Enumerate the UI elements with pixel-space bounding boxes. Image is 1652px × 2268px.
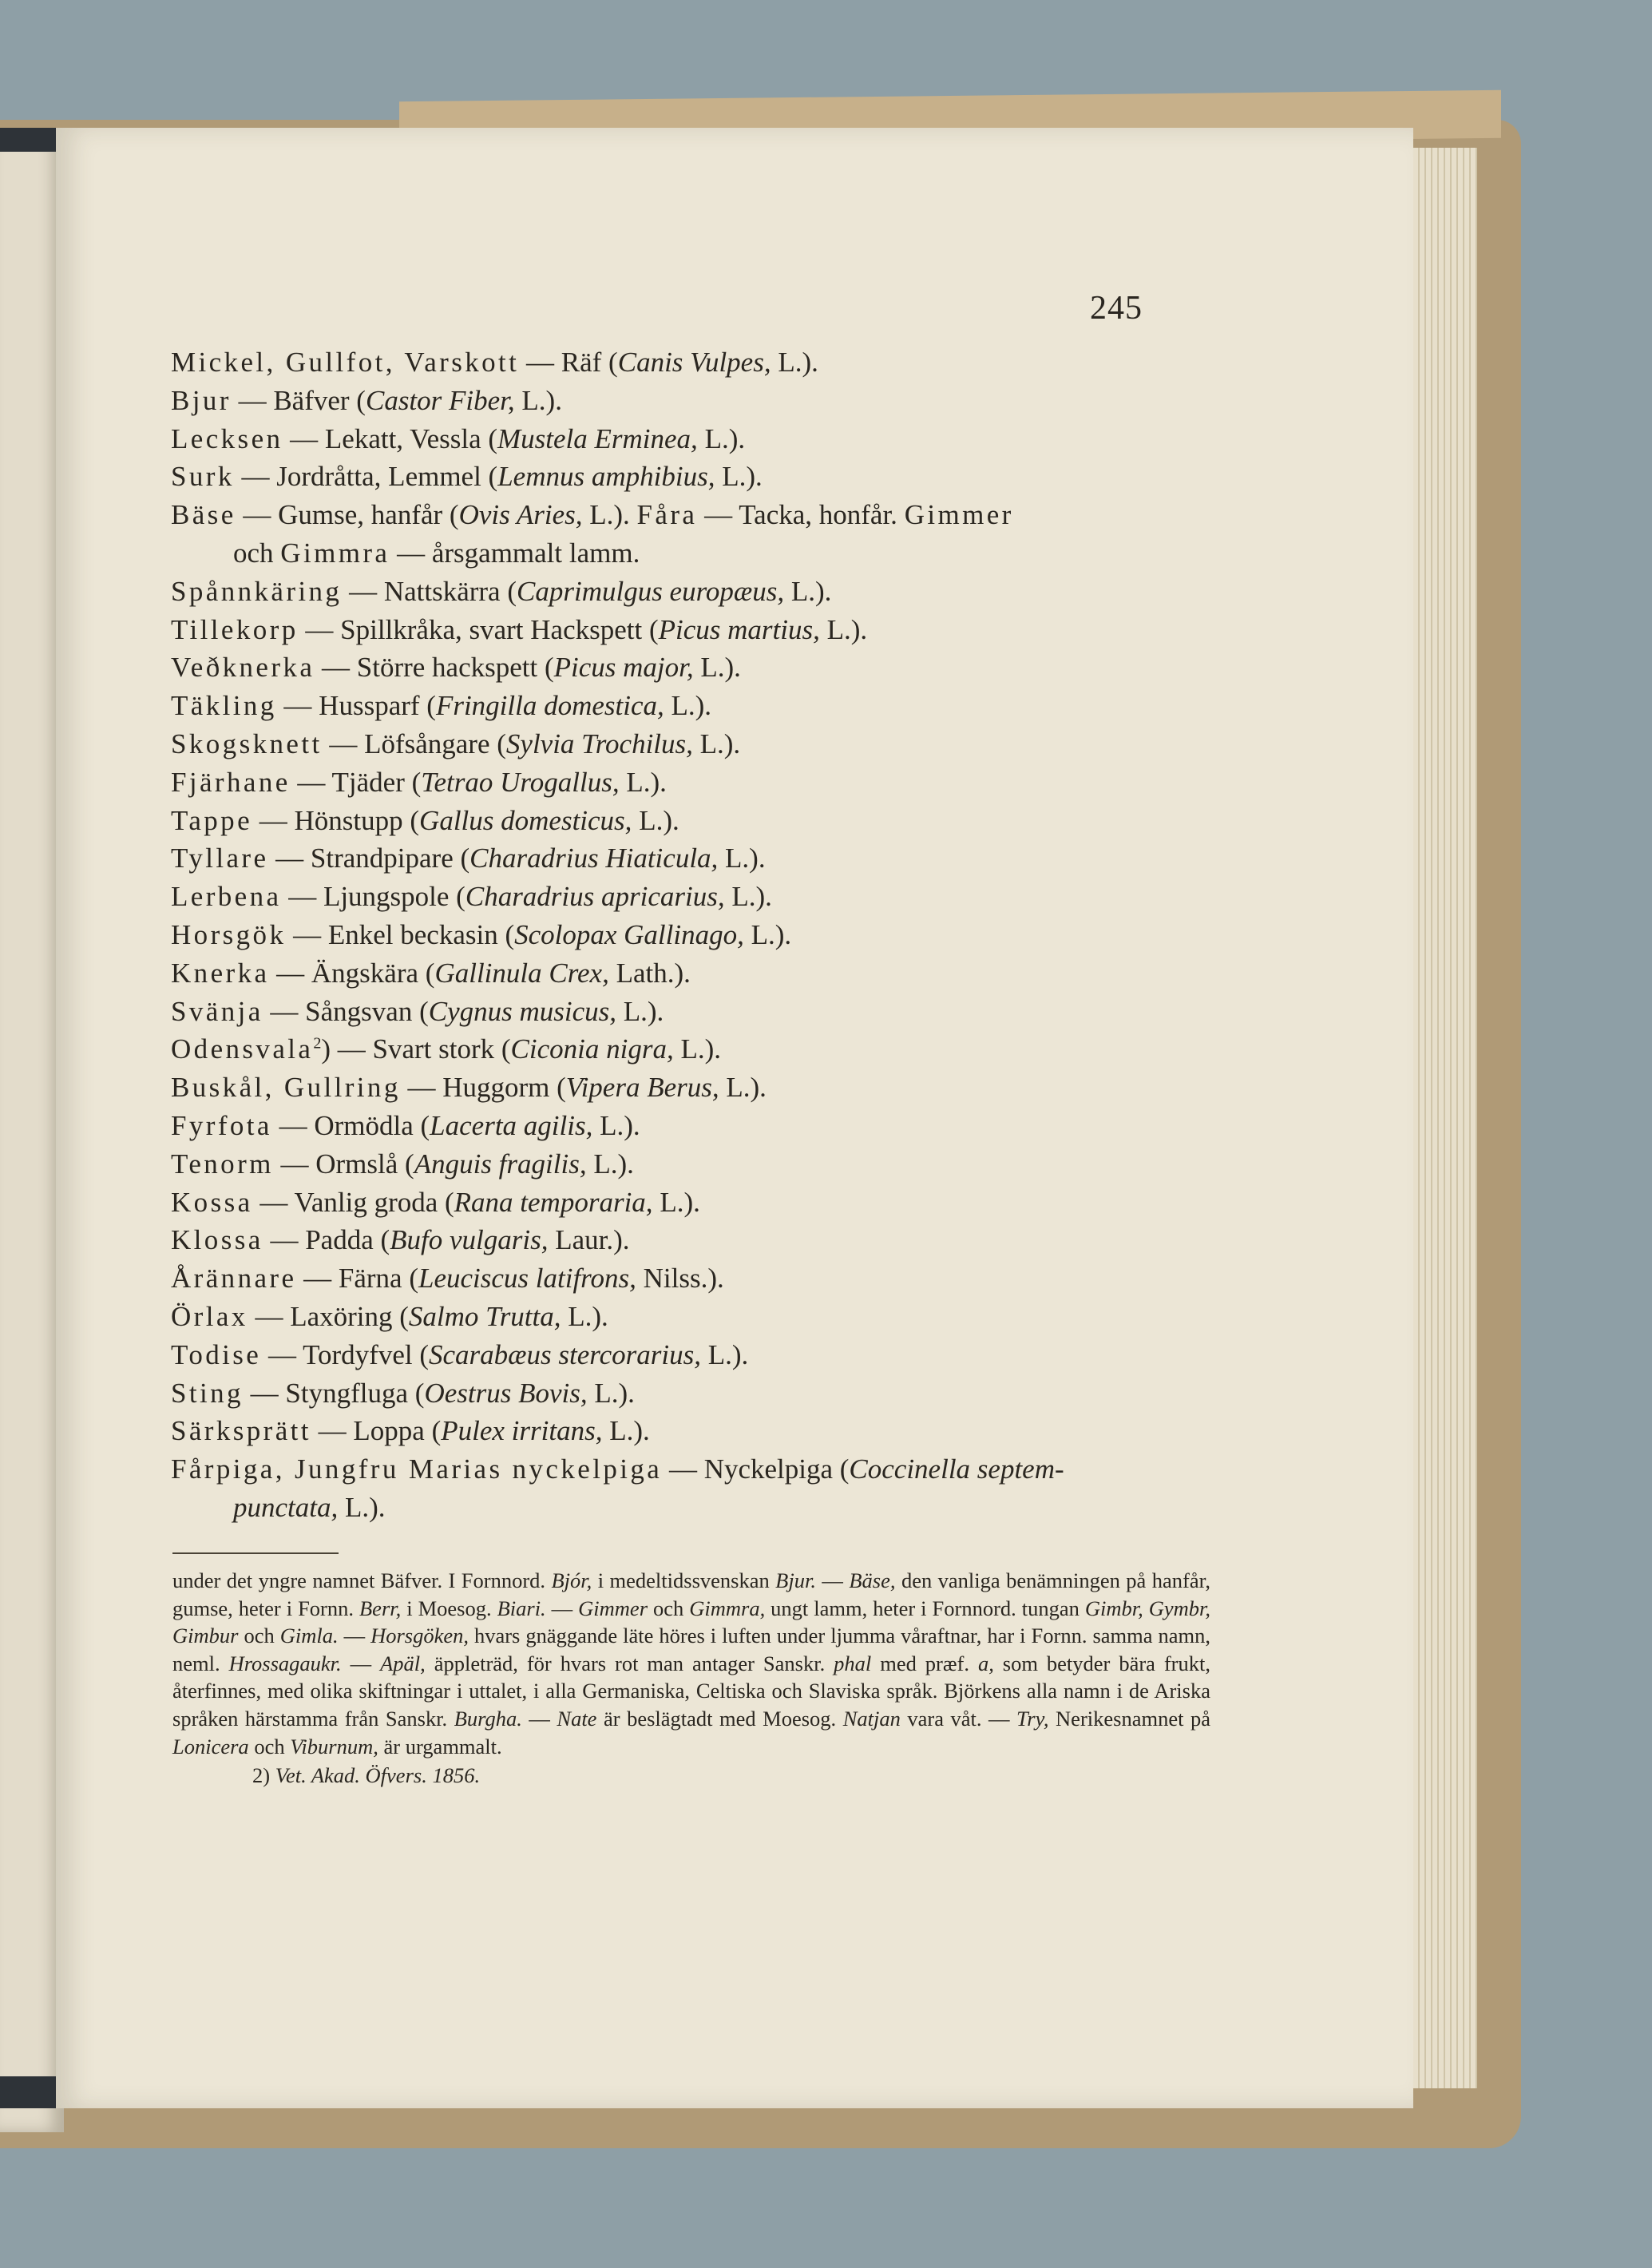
scientific-name: Coccinella septem- [849,1453,1064,1485]
dialect-term: Särksprätt [171,1415,311,1447]
entry-dash: — [697,499,739,531]
standard-name: Gumse, hanfår ( [278,499,459,531]
authority: L.). [693,652,741,684]
dialect-term: Todise [171,1338,262,1370]
authority: L.). [587,1377,635,1409]
glossary-entry [171,458,1241,496]
scientific-name: Picus martius, [658,613,820,645]
dialect-term: Årännare [171,1263,297,1295]
dialect-term: Buskål, Gullring [171,1072,401,1104]
authority: L.). [582,499,637,531]
dialect-term: Skogsknett [171,728,323,759]
footnote-italic-term: Viburnum, [290,1734,378,1758]
authority: L.). [697,422,746,454]
scientific-name: Vipera Berus, [565,1072,719,1104]
scientific-name: Cygnus musicus, [428,995,617,1027]
entry-dash: — [252,804,295,836]
footnote-italic-term: Gimla. [279,1624,339,1648]
standard-name: Tacka, honfår. [739,499,905,531]
standard-name: Ormslå ( [315,1148,414,1180]
authority: L.). [819,613,868,645]
footnote-text: — [545,1596,579,1620]
authority: Lath.). [608,957,691,989]
scientific-name: Charadrius Hiaticula, [469,843,719,874]
standard-name: Styngfluga ( [285,1377,425,1409]
glossary-entry [171,687,1241,725]
glossary-entry [171,1298,1241,1336]
authority: L.). [619,766,667,798]
scientific-name: Charadrius apricarius, [465,881,725,913]
footnotes [172,1567,1210,1790]
footnote-italic-term: Natjan [842,1706,901,1731]
scientific-name: Salmo Trutta, [408,1300,561,1332]
standard-name: Tjäder ( [331,766,422,798]
scientific-name: Rana temporaria, [454,1186,653,1218]
scientific-name: Ovis Aries, [458,499,583,531]
footnote-italic-term: Biari. [497,1596,546,1620]
glossary-entry [171,1374,1241,1413]
scientific-name: Leuciscus latifrons, [418,1263,636,1295]
dialect-term: Svänja [171,995,263,1027]
entry-dash: — [263,995,306,1027]
authority: L.). [700,1338,749,1370]
entry-continuation [171,534,1241,573]
standard-name: Spillkråka, svart Hackspett ( [340,613,659,645]
dialect-term: Lerbena [171,881,282,913]
standard-name: Nattskärra ( [383,575,517,607]
entry-dash: — [263,1224,306,1256]
glossary-entry [171,1107,1241,1145]
glossary-entry [171,420,1241,458]
glossary-entry [171,725,1241,763]
dialect-term: Horsgök [171,918,287,950]
authority: L.). [673,1033,722,1065]
standard-name: Ängskära ( [311,957,435,989]
left-page-edge [0,136,64,2132]
authority: L.). [616,995,664,1027]
footnote-italic-term: phal [834,1651,872,1675]
authority: L.). [514,384,562,416]
footnote-continued [172,1567,1210,1760]
dialect-term: Gimmra [280,537,390,569]
scientific-name: punctata, [233,1491,339,1523]
entry-dash: — [296,1263,339,1295]
entry-dash: — [290,766,332,798]
glossary-entry [171,573,1241,611]
standard-name: Tordyfvel ( [303,1338,430,1370]
scientific-name: Lemnus amphibius, [497,461,715,493]
authority: L.). [632,804,679,836]
entry-dash: — [271,1109,315,1141]
entry-dash: — [662,1453,704,1485]
conjunction: och [233,537,281,569]
spine-top-binding [0,128,56,152]
footnote-ref-close: ) [321,1033,331,1065]
footnote-italic-term: Apäl, [380,1651,426,1675]
authority: L.). [715,461,763,493]
entry-dash: — [286,918,328,950]
footnote-text: Nerikesnamnet på [1048,1706,1210,1731]
entry-dash: — [269,957,311,989]
entry-dash: — [315,652,357,684]
dialect-term: Tyllare [171,843,269,874]
glossary-entry [171,802,1241,840]
standard-name: Hussparf ( [319,690,436,722]
authority: L.). [652,1186,700,1218]
footnote-italic-term: Burgha. [454,1706,522,1731]
entry-dash: — [342,575,384,607]
entry-dash: — [236,499,279,531]
entry-dash: — [276,690,319,722]
dialect-term: Fårpiga, Jungfru Marias nyckelpiga [171,1453,663,1485]
dialect-term: Odensvala [171,1033,314,1065]
glossary-entry [171,1184,1241,1222]
scientific-name: Ciconia nigra, [510,1033,674,1065]
footnote-italic-term: a, [977,1651,994,1675]
footnote-italic-term: Gimmra, [689,1596,766,1620]
footnote-text: som betyder bära frukt, återfinnes, med olika skiftningar i uttalet, i alla Germaniska, Celtiska och Slaviska språk. Björkens alla namn i de Ariska språken härstamma från Sanskr. [172,1651,1210,1731]
scientific-name: Picus major, [553,652,694,684]
dialect-term: Fåra [636,499,698,531]
entry-dash: — [281,881,323,913]
standard-name: Loppa ( [353,1415,442,1447]
footnote-italic-term: Horsgöken, [370,1624,469,1648]
authority: L.). [743,918,792,950]
scientific-name: Lacerta agilis, [430,1109,593,1141]
authority: Nilss.). [636,1263,724,1295]
standard-name: årsgammalt lamm. [431,537,640,569]
footnote-2-text: Vet. Akad. Öfvers. 1856. [275,1763,481,1788]
scientific-name: Gallus domesticus, [419,804,632,836]
glossary-entry [171,763,1241,802]
footnote-text: i medeltidssvenskan [592,1568,776,1592]
glossary-entry [171,954,1241,993]
dialect-term: Spånnkäring [171,575,343,607]
standard-name: Färna ( [338,1263,418,1295]
standard-name: Lekatt, Vessla ( [324,422,498,454]
dialect-term: Veðknerka [171,652,315,684]
dialect-term: Fyrfota [171,1109,272,1141]
glossary-entry [171,1221,1241,1259]
glossary-entry [171,1259,1241,1298]
entry-dash: — [243,1377,286,1409]
footnote-text: äppleträd, för hvars rot man antager Sanskr. [425,1651,834,1675]
footnote-text: under det yngre namnet Bäfver. I Fornnord. [172,1568,552,1592]
standard-name: Ormödla ( [314,1109,430,1141]
glossary-entry [171,878,1241,916]
footnote-text: och [238,1624,280,1648]
authority: L.). [602,1415,650,1447]
entry-dash: — [390,537,432,569]
glossary-entry [171,1450,1241,1527]
scientific-name: Sylvia Trochilus, [505,728,693,759]
dialect-term: Gimmer [904,499,1014,531]
footnote-2 [172,1762,1210,1790]
dialect-term: Surk [171,461,235,493]
dialect-term: Täkling [171,690,277,722]
glossary-entry [171,611,1241,649]
entry-dash: — [298,613,341,645]
dialect-term: Klossa [171,1224,263,1256]
footnote-italic-term: Bjór, [551,1568,592,1592]
scientific-name: Canis Vulpes, [617,347,771,378]
footnote-text: — [341,1651,381,1675]
standard-name: Enkel beckasin ( [327,918,515,950]
scientific-name: Castor Fiber, [365,384,515,416]
glossary-entry [171,1069,1241,1107]
entry-dash: — [252,1186,295,1218]
glossary-entry [171,1336,1241,1374]
entry-dash: — [283,422,325,454]
authority: L.). [771,347,818,378]
glossary-entry [171,496,1241,573]
footnote-text: och [248,1734,291,1758]
footnote-text: ungt lamm, heter i Fornnord. tungan [765,1596,1085,1620]
dialect-term: Sting [171,1377,244,1409]
footnote-ref: 2 [313,1034,322,1053]
footnote-italic-term: Lonicera [172,1734,249,1758]
glossary-entry [171,993,1241,1031]
standard-name: Bäfver ( [273,384,366,416]
standard-name: Jordråtta, Lemmel ( [276,461,498,493]
entry-dash: — [330,1033,373,1065]
dialect-term: Örlax [171,1300,248,1332]
dialect-term: Mickel, Gullfot, Varskott [171,347,520,378]
dialect-term: Bäse [171,499,236,531]
footnote-italic-term: Bäse, [849,1568,896,1592]
scientific-name: Bufo vulgaris, [390,1224,549,1256]
standard-name: Sångsvan ( [305,995,429,1027]
footnote-italic-term: Bjur. [775,1568,816,1592]
page-block-edges [1413,148,1477,2088]
footnote-italic-term: Berr, [359,1596,402,1620]
entry-dash: — [248,1300,291,1332]
glossary-entries [171,343,1241,1527]
entry-dash: — [273,1148,316,1180]
footnote-text: är urgammalt. [378,1734,502,1758]
glossary-entry [171,1030,1241,1069]
footnote-text: hvars gnäggande läte höres i luften under ljumma våraftnar, har i Fornn. samma namn, neml. [172,1624,1211,1675]
spine-bottom-binding [0,2076,56,2108]
footnote-text: — [815,1568,850,1592]
scientific-name: Scarabæus stercorarius, [429,1338,701,1370]
scientific-name: Fringilla domestica, [435,690,664,722]
entry-dash: — [322,728,365,759]
dialect-term: Tenorm [171,1148,274,1180]
dialect-term: Fjärhane [171,766,291,798]
standard-name: Strandpipare ( [310,843,470,874]
standard-name: Hönstupp ( [294,804,420,836]
footnote-text: — [521,1706,557,1731]
standard-name: Större hackspett ( [356,652,554,684]
footnote-text: — [338,1624,371,1648]
footnote-text: med præf. [871,1651,978,1675]
footnote-italic-term: Gimmer [578,1596,648,1620]
footnote-rule [172,1552,339,1554]
glossary-entry [171,343,1241,382]
dialect-term: Tillekorp [171,613,299,645]
authority: L.). [724,881,772,913]
standard-name: Padda ( [305,1224,390,1256]
entry-dash: — [400,1072,443,1104]
footnote-italic-term: Gimbr, Gymbr, Gimbur [172,1596,1211,1648]
entry-dash: — [231,384,274,416]
footnote-text: i Moesog. [401,1596,497,1620]
dialect-term: Knerka [171,957,270,989]
glossary-entry [171,382,1241,420]
glossary-entry [171,648,1241,687]
scientific-name: Oestrus Bovis, [424,1377,588,1409]
scientific-name: Tetrao Urogallus, [421,766,620,798]
glossary-entry [171,1145,1241,1184]
standard-name: Svart stork ( [372,1033,511,1065]
scientific-name: Gallinula Crex, [434,957,609,989]
page-number: 245 [1090,290,1143,327]
authority: L.). [664,690,712,722]
scientific-name: Caprimulgus europæus, [517,575,785,607]
authority: L.). [718,843,766,874]
footnote-italic-term: Nate [557,1706,597,1731]
footnote-italic-term: Try, [1016,1706,1049,1731]
entry-dash: — [519,347,561,378]
footnote-2-mark: 2) [252,1763,271,1788]
entry-dash: — [268,843,311,874]
standard-name: Vanlig groda ( [294,1186,454,1218]
scientific-name: Scolopax Gallinago, [514,918,744,950]
footnote-text: och [648,1596,690,1620]
glossary-entry [171,1412,1241,1450]
entry-dash: — [261,1338,303,1370]
standard-name: Nyckelpiga ( [703,1453,850,1485]
standard-name: Ljungspole ( [323,881,465,913]
standard-name: Räf ( [561,347,618,378]
dialect-term: Kossa [171,1186,253,1218]
scientific-name: Mustela Erminea, [497,422,698,454]
footnote-text: är beslägtadt med Moesog. [596,1706,843,1731]
glossary-entry [171,916,1241,954]
footnote-text: vara våt. — [900,1706,1017,1731]
entry-dash: — [311,1415,354,1447]
authority: L.). [692,728,741,759]
entry-continuation [171,1489,1241,1527]
authority: L.). [719,1072,767,1104]
entry-dash: — [234,461,277,493]
standard-name: Huggorm ( [442,1072,566,1104]
authority: L.). [338,1491,386,1523]
scientific-name: Pulex irritans, [441,1415,603,1447]
authority: L.). [586,1148,634,1180]
authority: L.). [784,575,832,607]
authority: L.). [592,1109,640,1141]
authority: L.). [561,1300,608,1332]
footnote-text: den vanliga benämningen på hanfår, gumse, heter i Fornn. [172,1568,1210,1620]
dialect-term: Lecksen [171,422,283,454]
authority: Laur.). [548,1224,630,1256]
standard-name: Laxöring ( [290,1300,409,1332]
dialect-term: Bjur [171,384,232,416]
standard-name: Löfsångare ( [364,728,506,759]
dialect-term: Tappe [171,804,253,836]
scientific-name: Anguis fragilis, [414,1148,587,1180]
glossary-entry [171,839,1241,878]
footnote-italic-term: Hrossagaukr. [228,1651,342,1675]
